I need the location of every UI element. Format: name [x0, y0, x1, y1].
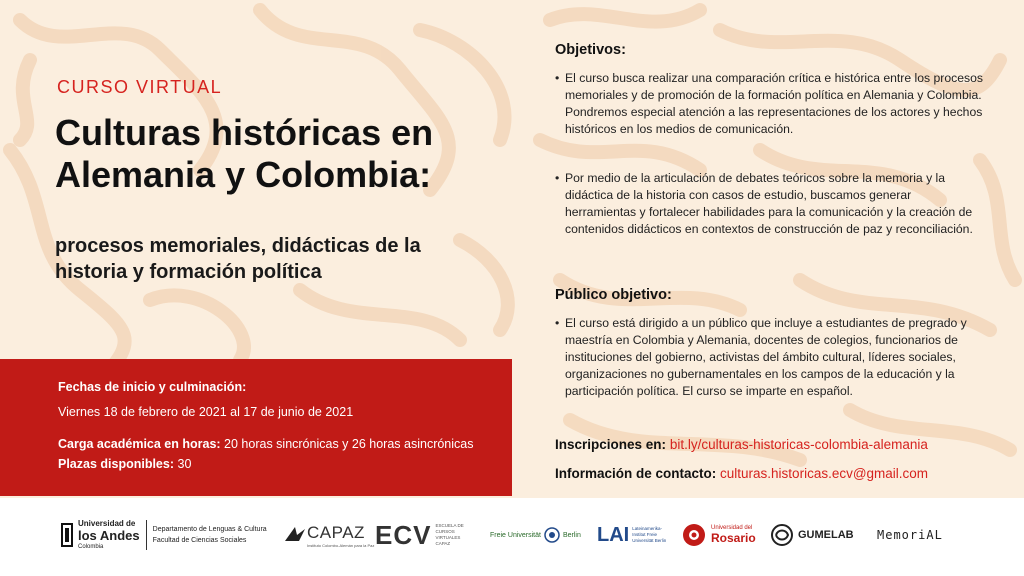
lai-logo	[597, 510, 670, 560]
capaz-name: CAPAZ	[307, 522, 365, 542]
dates-label: Fechas de inicio y culminación:	[58, 380, 247, 394]
contact-email-link[interactable]: culturas.historicas.ecv@gmail.com	[720, 466, 929, 481]
contact-label: Información de contacto:	[555, 466, 717, 481]
objective-item: • El curso busca realizar una comparación crítica e histórica entre los procesos memoriales y de promoción de la formación política en Alemania y Colombia. Pondremos especial atención a las representaciones de los actores y hechos históricos en los medios de comunicación.	[555, 70, 985, 138]
objective-item: • Por medio de la articulación de debates teóricos sobre la memoria y la didáctica de la historia con casos de estudio, buscamos generar herramientas y fortalecer habilidades para la comunicación y la creación de contenidos didácticos en contextos de construcción de paz y reconciliación.	[555, 170, 985, 238]
lai-subtitle: Lateinamerika-Institut Freie Universität Berlin	[632, 526, 667, 543]
gumelab-logo	[770, 510, 854, 560]
logo-divider	[146, 520, 147, 550]
memorial-name: MemoriAL	[877, 528, 943, 542]
lai-name: LAI	[597, 523, 630, 546]
dates-value: Viernes 18 de febrero de 2021 al 17 de junio de 2021	[58, 405, 354, 419]
registration-label: Inscripciones en:	[555, 437, 667, 452]
audience-item: • El curso está dirigido a un público que incluye a estudiantes de pregrado y maestría en Colombia y Alemania, docentes de colegios, funcionarios de instituciones del gobierno, activistas del ámbito cultural, líderes sociales, organizaciones no gubernamentales en los campos de la educación y la participación política. El curso se imparte en español.	[555, 315, 985, 400]
fu-berlin-logo	[490, 510, 581, 560]
rosario-line1: Universidad del	[711, 525, 753, 531]
course-type-label: CURSO VIRTUAL	[57, 77, 223, 97]
department-line2: Facultad de Ciencias Sociales	[152, 537, 247, 544]
capaz-subtitle: Instituto Colombo-Alemán para la Paz	[307, 542, 375, 548]
page-subtitle: procesos memoriales, didácticas de la historia y formación política	[55, 235, 421, 283]
fu-city: Berlin	[562, 531, 581, 539]
uniandes-logo	[60, 510, 267, 560]
rosario-line2: Rosario	[711, 531, 756, 545]
ecv-subtitle: ESCUELA DE CURSOS VIRTUALES CAPAZ	[435, 523, 464, 546]
uniandes-line1: Universidad de	[78, 518, 136, 528]
gumelab-name: GUMELAB	[798, 529, 854, 541]
places-value: 30	[174, 457, 192, 471]
gumelab-brain-icon	[770, 523, 794, 547]
rosario-crest-icon	[680, 521, 708, 549]
audience-heading: Público objetivo:	[555, 287, 672, 303]
places-row	[58, 454, 512, 474]
fu-seal-icon	[544, 527, 560, 543]
department-line1: Departamento de Lenguas & Cultura	[152, 526, 267, 533]
uniandes-line3: Colombia	[78, 543, 104, 550]
uniandes-line2: los Andes	[78, 527, 140, 543]
bird-icon	[283, 525, 307, 545]
registration-line	[555, 436, 928, 453]
fu-name: Freie Universität	[490, 531, 541, 539]
course-details-box	[0, 359, 512, 496]
ecv-name: ECV	[375, 519, 432, 550]
rosario-logo	[680, 510, 756, 560]
uniandes-emblem-icon	[60, 522, 74, 548]
ecv-logo	[375, 510, 475, 560]
capaz-logo	[283, 510, 374, 560]
objectives-heading: Objetivos:	[555, 42, 626, 58]
registration-link[interactable]: bit.ly/culturas-historicas-colombia-alemania	[669, 437, 928, 452]
load-label: Carga académica en horas:	[58, 437, 221, 451]
places-label: Plazas disponibles:	[58, 457, 175, 471]
contact-line	[555, 465, 928, 482]
page-title: Culturas históricas en Alemania y Colombia:	[55, 112, 434, 195]
memorial-logo	[877, 510, 943, 560]
load-row	[58, 434, 512, 454]
load-value: 20 horas sincrónicas y 26 horas asincrónicas	[220, 437, 474, 451]
